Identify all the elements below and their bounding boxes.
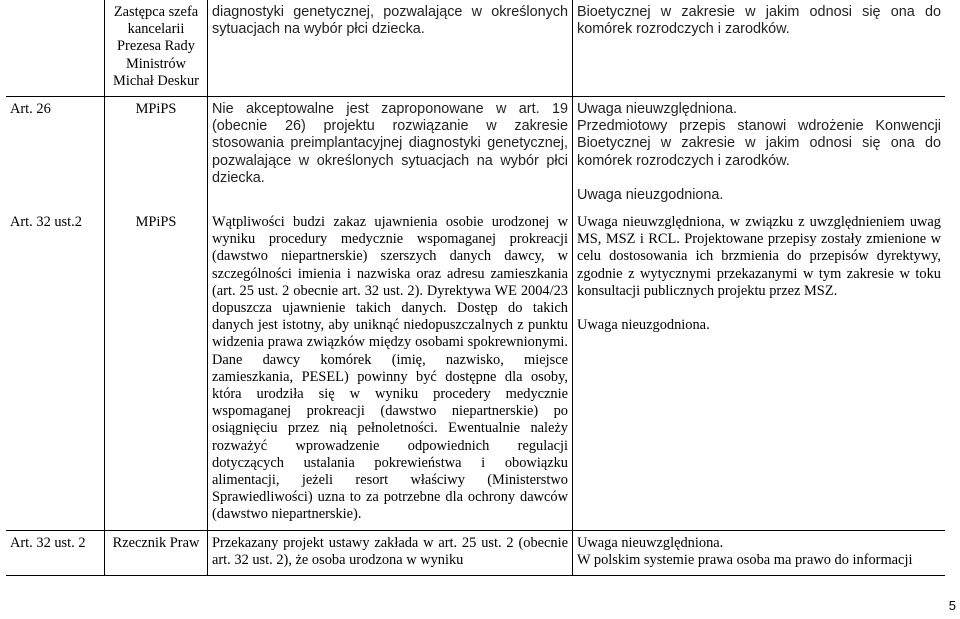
response-cell xyxy=(573,210,946,530)
comment-cell: Przekazany projekt ustawy zakłada w art. 25 ust. 2 (obecnie art. 32 ust. 2), że osoba urodzona w wyniku xyxy=(208,530,573,575)
article-cell xyxy=(6,0,105,97)
submitter-cell: MPiPS xyxy=(105,97,208,211)
table-row xyxy=(6,0,945,97)
response-text: Uwaga nieuwzględniona, w związku z uwzględnieniem uwag MS, MSZ i RCL. Projektowane przepisy zostały zmienione w celu dostosowania ich brzmienia do przepisów dyrektywy, zgodnie z wytycznymi przekazanymi w tym zakresie w toku konsultacji publicznych projektu przez MSZ. xyxy=(577,214,941,299)
response-status: Uwaga nieuwzględniona. xyxy=(577,101,738,118)
submitter-cell: Rzecznik Praw xyxy=(105,530,208,575)
comment-cell: Nie akceptowalne jest zaproponowane w art. 19 (obecnie 26) projektu rozwiązanie w zakresie stosowania preimplantacyjnej diagnostyki genetycznej, pozwalające w określonych sytuacjach na wybór płci dziecka. xyxy=(208,97,573,211)
table-row xyxy=(6,530,945,575)
article-cell: Art. 32 ust.2 xyxy=(6,210,105,530)
response-text: W polskim systemie prawa osoba ma prawo do informacji xyxy=(577,551,913,568)
submitter-cell: Zastępca szefa kancelarii Prezesa Rady Ministrów Michał Deskur xyxy=(105,0,208,97)
response-status: Uwaga nieuzgodniona. xyxy=(577,317,710,334)
submitter-cell: MPiPS xyxy=(105,210,208,530)
response-cell xyxy=(573,97,946,211)
response-status: Uwaga nieuwzględniona. xyxy=(577,534,724,551)
comment-cell: Wątpliwości budzi zakaz ujawnienia osobie urodzonej w wyniku procedury medycznie wspomaganej prokreacji (dawstwo niepartnerskie) szerszych danych dawcy, w szczególności imienia i nazwiska oraz adresu zamieszkania (art. 25 ust. 2 obecnie art. 32 ust. 2). Dyrektywa WE 2004/23 dopuszcza ujawnienie takich danych. Dostęp do takich danych jest istotny, aby uniknąć niedopuszczalnych z punktu widzenia prawa związków między osobami spokrewnionymi. Dane dawcy komórek (imię, nazwisko, miejsce zamieszkania, PESEL) powinny być dostępne dla osoby, która urodziła się w wyniku procedery medycznie wspomaganej prokreacji (dawstwo niepartnerskie) po osiągnięciu przez nią pełnoletności. Ewentualnie należy rozważyć wprowadzenie odpowiednich regulacji dotyczących ustalania pokrewieństwa i obowiązku alimentacji, jeżeli resort właściwy (Ministerstwo Sprawiedliwości) uzna to za potrzebne dla ochrony dawców (dawstwo niepartnerskie). xyxy=(208,210,573,530)
table-row xyxy=(6,210,945,530)
response-status: Uwaga nieuzgodniona. xyxy=(577,186,724,203)
article-cell: Art. 26 xyxy=(6,97,105,211)
page-number: 5 xyxy=(948,598,956,613)
table-row xyxy=(6,97,945,211)
response-text: Przedmiotowy przepis stanowi wdrożenie Konwencji Bioetycznej w zakresie w jakim odnosi się ona do komórek rozrodczych i zarodków. xyxy=(577,118,941,169)
response-cell xyxy=(573,530,946,575)
comments-table xyxy=(6,0,945,576)
article-cell: Art. 32 ust. 2 xyxy=(6,530,105,575)
comment-cell: diagnostyki genetycznej, pozwalające w określonych sytuacjach na wybór płci dziecka. xyxy=(208,0,573,97)
response-cell: Bioetycznej w zakresie w jakim odnosi się ona do komórek rozrodczych i zarodków. xyxy=(577,4,941,38)
